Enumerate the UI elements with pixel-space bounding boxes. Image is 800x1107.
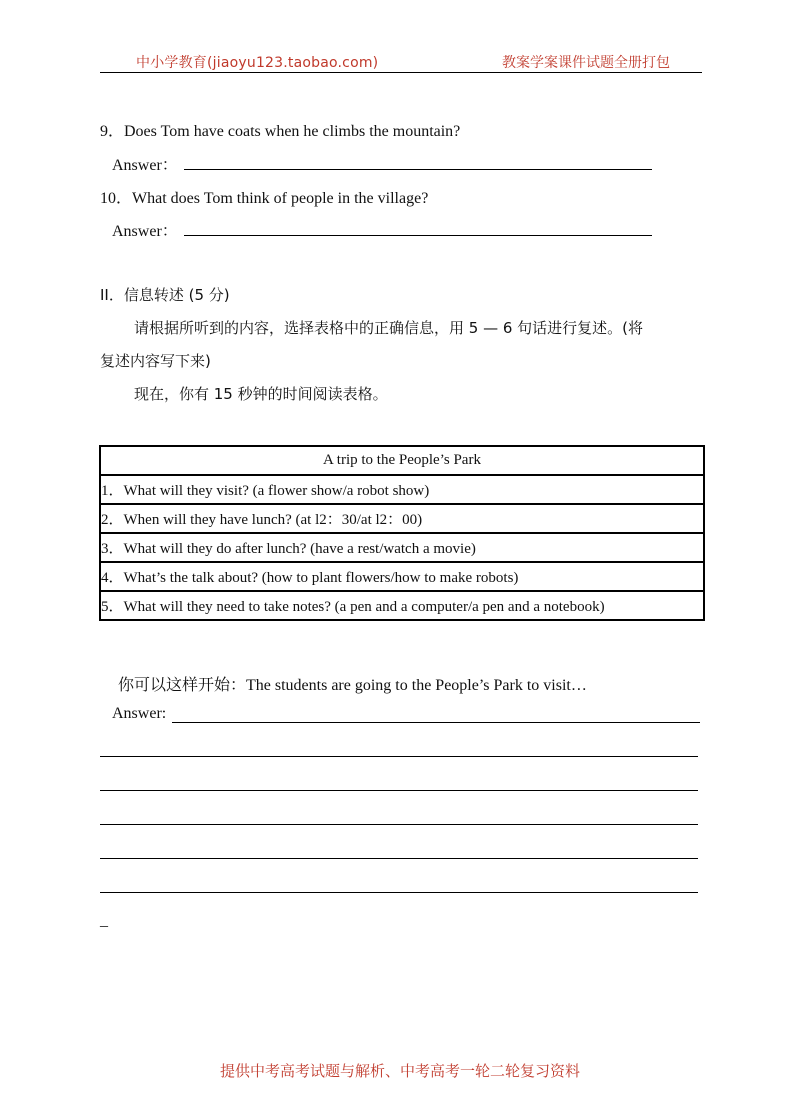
table-title: A trip to the People’s Park — [100, 446, 704, 475]
trip-table — [99, 445, 705, 621]
answer-line[interactable] — [100, 892, 698, 893]
trailing-underscore: _ — [100, 912, 108, 929]
answer-line[interactable] — [172, 722, 700, 723]
page-footer: 提供中考高考试题与解析、中考高考一轮二轮复习资料 — [219, 1062, 580, 1080]
table-row: 5．What will they need to take notes? (a pen and a computer/a pen and a notebook) — [100, 591, 704, 620]
answer-line-10[interactable] — [184, 235, 652, 236]
answer-label-10: Answer： — [112, 223, 178, 240]
header-slogan: 教案学案课件试题全册打包 — [502, 55, 670, 71]
table-row: 3．What will they do after lunch? (have a rest/watch a movie) — [100, 533, 704, 562]
question-10: 10．What does Tom think of people in the village? — [100, 190, 429, 207]
table-row: 2．When will they have lunch? (at l2：30/at l2：00) — [100, 504, 704, 533]
answer-label: Answer: — [112, 705, 167, 722]
question-9: 9．Does Tom have coats when he climbs the mountain? — [100, 123, 461, 140]
answer-line-9[interactable] — [184, 169, 652, 170]
instruction-line-2: 复述内容写下来) — [100, 352, 211, 370]
instruction-line-1: 请根据所听到的内容，选择表格中的正确信息，用 5 — 6 句话进行复述。(将 — [134, 319, 644, 337]
table-row: 4．What’s the talk about? (how to plant flowers/how to make robots) — [100, 562, 704, 591]
answer-line[interactable] — [100, 756, 698, 757]
header-source: 中小学教育(jiaoyu123.taobao.com) — [136, 55, 379, 71]
section-heading: II．信息转述 (5 分) — [100, 286, 230, 304]
page-header — [100, 52, 702, 73]
answer-label-9: Answer： — [112, 157, 178, 174]
answer-line[interactable] — [100, 858, 698, 859]
answer-line[interactable] — [100, 790, 698, 791]
instruction-line-3: 现在，你有 15 秒钟的时间阅读表格。 — [134, 385, 388, 403]
starter-sentence: 你可以这样开始：The students are going to the People’s Park to visit… — [118, 677, 587, 694]
table-row: 1．What will they visit? (a flower show/a robot show) — [100, 475, 704, 504]
answer-line[interactable] — [100, 824, 698, 825]
